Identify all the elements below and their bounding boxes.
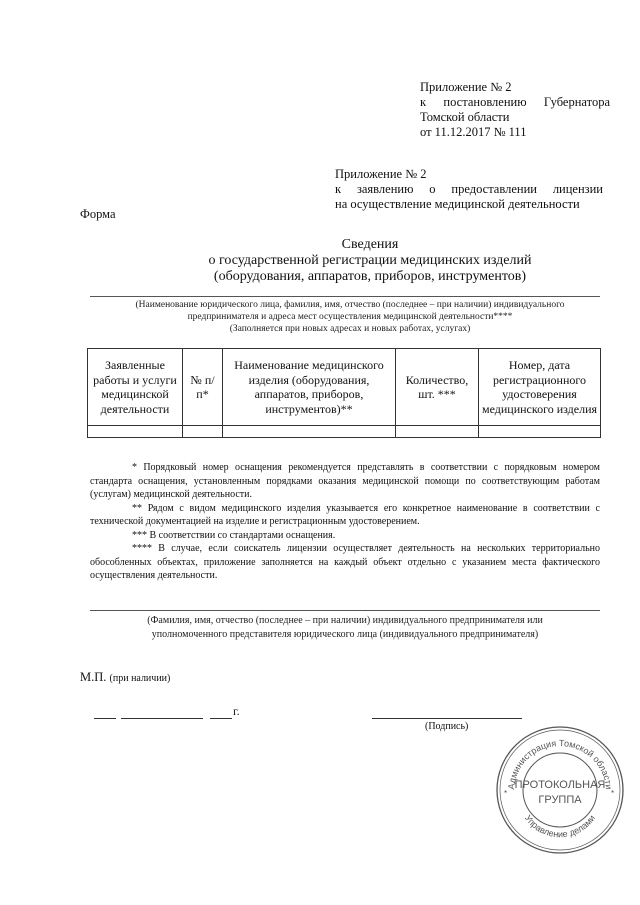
appendix-application-subject: на осуществление медицинской деятельности [335,197,580,211]
table-header-row [88,349,601,426]
caption-line: (Наименование юридического лица, фамилия, имя, отчество (последнее – при наличии) индивидуального [135,300,565,310]
header-registration: Номер, дата регистрационного удостоверения медицинского изделия [479,349,601,426]
signature-caption: (Подпись) [425,721,469,732]
header-quantity: Количество, шт. *** [396,349,479,426]
footnote: **** В случае, если соискатель лицензии осуществляет деятельность на нескольких территориально обособленных объектах, приложение заполняется на каждый объект отдельно с указанием места фактического осуществления деятельности. [90,543,600,581]
org-caption [80,299,620,335]
caption-line: (Заполняется при новых адресах и новых работах, услугах) [229,324,471,334]
appendix-application-ref: к заявлению о предоставлении лицензии [335,182,603,196]
stamp-star-icon: * [611,789,615,798]
header-number: № п/п* [183,349,223,426]
appendix-application-block [335,167,603,212]
appendix-number: Приложение № 2 [335,167,427,181]
stamp-center-line: ГРУППА [538,794,582,806]
header-services: Заявленные работы и услуги медицинской деятельности [88,349,183,426]
appendix-region: Томской области [420,110,510,124]
footnotes [90,461,600,583]
stamp-center-line: ПРОТОКОЛЬНАЯ [514,779,606,791]
form-label: Форма [80,207,116,221]
seal-place-label: М.П. [80,670,107,684]
table-cell[interactable] [183,426,223,438]
table-cell[interactable] [479,426,601,438]
footnote: ** Рядом с видом медицинского изделия указывается его конкретное наименование в соответствии с технической документацией на изделие и регистрационным удостоверением. [90,502,600,527]
signer-name-line [90,610,600,611]
date-day-field[interactable] [94,706,116,719]
org-name-line [90,296,600,297]
devices-table [87,348,601,438]
table-row [88,426,601,438]
table-cell[interactable] [396,426,479,438]
signature-field[interactable] [372,706,522,719]
official-stamp [492,722,628,858]
appendix-date: от 11.12.2017 № 111 [420,125,527,139]
title-line: (оборудования, аппаратов, приборов, инструментов) [213,269,527,284]
appendix-decree: к постановлению Губернатора [420,95,610,109]
date-month-field[interactable] [121,706,203,719]
stamp-star-icon: * [504,789,508,798]
signer-caption [80,614,610,642]
stamp-outer-text: Администрация Томской области [506,737,614,790]
footnote: *** В соответствии со стандартами оснащения. [132,529,336,541]
caption-line: предпринимателя и адреса мест осуществления медицинской деятельности**** [187,312,513,322]
caption-line: уполномоченного представителя юридического лица (индивидуального предпринимателя) [151,629,539,640]
footnote: * Порядковый номер оснащения рекомендуется представлять в соответствии с порядковым номером стандарта оснащения, установленным порядками оказания медицинской помощи по соответствующим работам (услугам) медицинской деятельности. [90,462,600,500]
appendix-governor-block [420,80,610,140]
seal-place [80,670,170,685]
caption-line: (Фамилия, имя, отчество (последнее – при наличии) индивидуального предпринимателя или [147,615,543,626]
document-title [90,237,640,285]
table-cell[interactable] [223,426,396,438]
table-cell[interactable] [88,426,183,438]
year-suffix: г. [233,704,240,718]
date-year-field[interactable] [210,706,232,719]
appendix-number: Приложение № 2 [420,80,512,94]
seal-place-note: (при наличии) [109,673,171,684]
title-line: о государственной регистрации медицинских изделий [208,253,532,268]
stamp-bottom-text: Управление делами [522,813,598,840]
title-line: Сведения [341,237,399,252]
header-device-name: Наименование медицинского изделия (оборудования, аппаратов, приборов, инструментов)** [223,349,396,426]
